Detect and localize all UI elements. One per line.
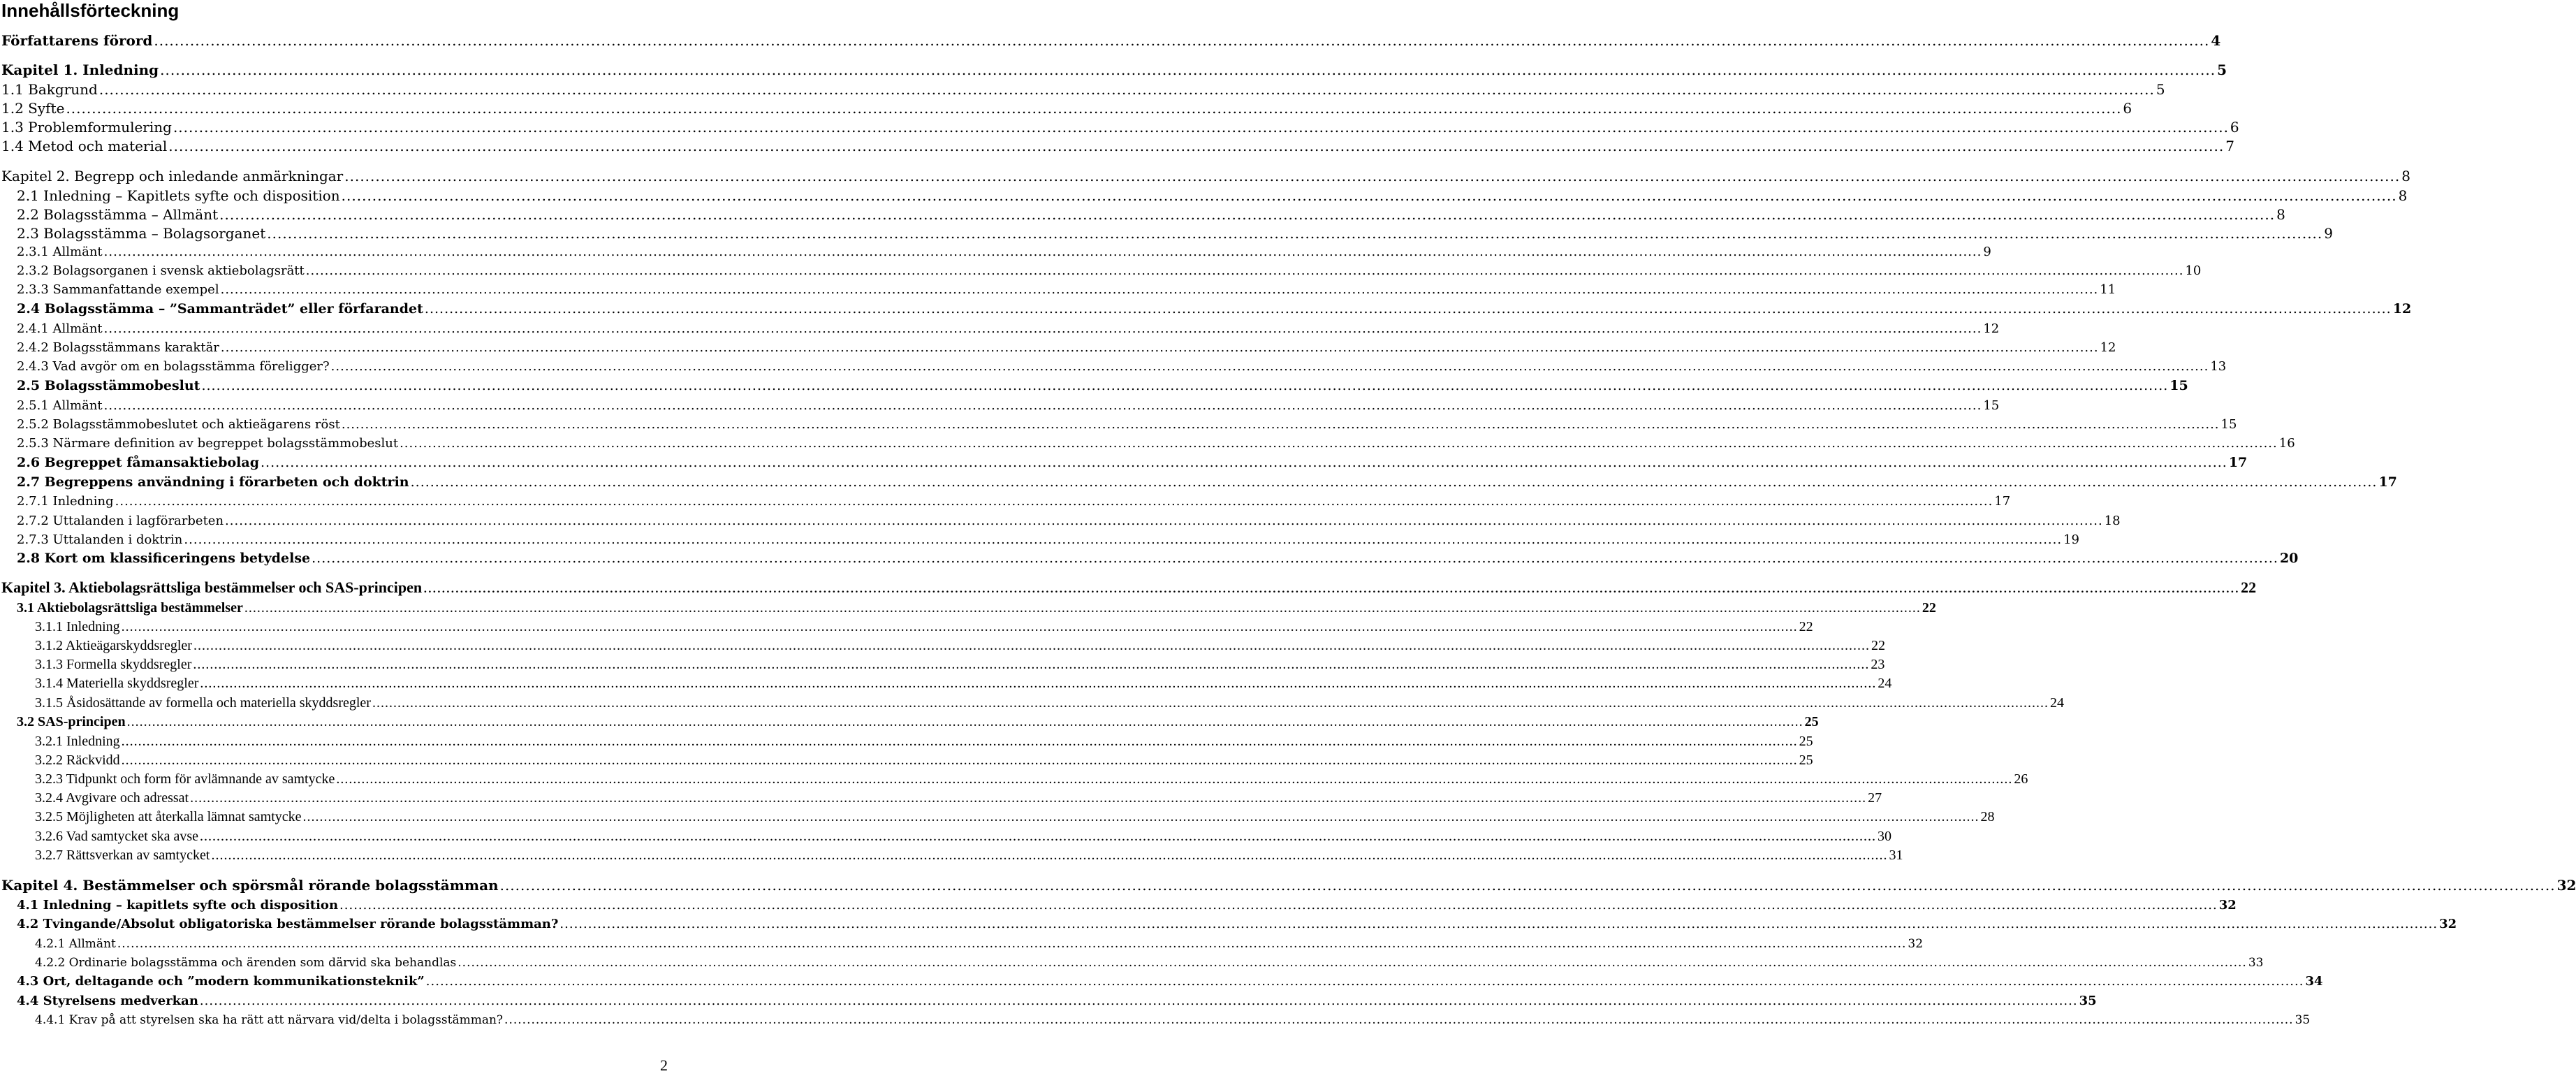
toc-entry-label: 4.4.1 Krav på att styrelsen ska ha rätt att närvara vid/delta i bolagsstämman?: [35, 1013, 504, 1027]
toc-entry-page: 28: [1980, 809, 1995, 824]
toc-entry-page: 30: [1878, 829, 1892, 844]
toc-leader-dots: ................................................................................................................................................................................................................................................................................................................................................................................................................: [117, 937, 1907, 951]
toc-entry[interactable]: [35, 808, 1995, 825]
toc-leader-dots: ................................................................................................................................................................................................................................................................................................................................................................................................................: [184, 532, 2063, 547]
toc-entry-page: 12: [2100, 340, 2116, 355]
toc-entry[interactable]: [17, 359, 2227, 375]
toc-entry[interactable]: [35, 956, 2264, 970]
toc-entry-page: 8: [2401, 168, 2410, 184]
toc-entry-label: 2.4 Bolagsstämma – ”Sammanträdet” eller förfarandet: [17, 301, 423, 317]
toc-entry[interactable]: [17, 398, 2000, 414]
toc-entry-page: 24: [1878, 676, 1892, 691]
toc-leader-dots: ................................................................................................................................................................................................................................................................................................................................................................................................................: [267, 225, 2323, 242]
toc-entry[interactable]: [17, 974, 2323, 989]
toc-leader-dots: ................................................................................................................................................................................................................................................................................................................................................................................................................: [305, 263, 2184, 278]
toc-entry-label: 3.1.1 Inledning: [35, 619, 120, 634]
toc-entry-page: 26: [2014, 771, 2028, 787]
toc-entry[interactable]: [17, 898, 2237, 913]
toc-leader-dots: ................................................................................................................................................................................................................................................................................................................................................................................................................: [312, 551, 2278, 566]
toc-entry-page: 6: [2123, 100, 2132, 117]
toc-entry-label: 2.5.2 Bolagsstämmobeslutet och aktieägarens röst: [17, 417, 340, 432]
toc-entry[interactable]: [17, 532, 2079, 548]
toc-entry-page: 8: [2276, 206, 2285, 223]
toc-entry[interactable]: [17, 514, 2121, 529]
toc-leader-dots: ................................................................................................................................................................................................................................................................................................................................................................................................................: [302, 809, 1979, 824]
toc-leader-dots: ................................................................................................................................................................................................................................................................................................................................................................................................................: [372, 695, 2049, 711]
toc-entry-label: 2.5.3 Närmare definition av begreppet bolagsstämmobeslut: [17, 436, 399, 451]
toc-leader-dots: ................................................................................................................................................................................................................................................................................................................................................................................................................: [103, 245, 1982, 259]
toc-entry[interactable]: [1, 81, 2165, 98]
toc-entry[interactable]: [1, 100, 2132, 117]
toc-entry-label: 2.2 Bolagsstämma – Allmänt: [17, 206, 219, 223]
toc-entry-label: 4.2 Tvingande/Absolut obligatoriska bestämmelser rörande bolagsstämman?: [17, 917, 559, 931]
toc-entry-page: 12: [1983, 321, 2000, 336]
toc-leader-dots: ................................................................................................................................................................................................................................................................................................................................................................................................................: [193, 657, 1870, 672]
toc-entry-page: 24: [2049, 695, 2064, 711]
toc-entry-page: 9: [1983, 245, 1991, 259]
toc-entry[interactable]: [17, 994, 2097, 1009]
toc-entry-label: 4.3 Ort, deltagande och ”modern kommunikationsteknik”: [17, 974, 425, 989]
toc-leader-dots: ................................................................................................................................................................................................................................................................................................................................................................................................................: [330, 359, 2209, 374]
toc-entry-page: 5: [2156, 81, 2165, 98]
toc-leader-dots: ................................................................................................................................................................................................................................................................................................................................................................................................................: [244, 600, 1921, 616]
toc-entry[interactable]: [35, 733, 1813, 750]
toc-leader-dots: ................................................................................................................................................................................................................................................................................................................................................................................................................: [154, 32, 2210, 49]
toc-leader-dots: ................................................................................................................................................................................................................................................................................................................................................................................................................: [121, 619, 1798, 634]
toc-entry-label: 1.2 Syfte: [1, 100, 65, 117]
toc-entry-label: 2.5.1 Allmänt: [17, 398, 103, 413]
toc-entry-label: 3.2.7 Rättsverkan av samtycket: [35, 848, 210, 863]
toc-leader-dots: ................................................................................................................................................................................................................................................................................................................................................................................................................: [424, 301, 2392, 317]
toc-leader-dots: ................................................................................................................................................................................................................................................................................................................................................................................................................: [559, 917, 2438, 931]
toc-entry-label: 1.1 Bakgrund: [1, 81, 98, 98]
toc-entry[interactable]: [17, 417, 2237, 433]
toc-entry-page: 17: [2378, 474, 2397, 490]
toc-entry-label: 3.1 Aktiebolagsrättsliga bestämmelser: [17, 600, 243, 616]
toc-entry-page: 17: [2228, 455, 2248, 470]
toc-entry-label: 4.1 Inledning – kapitlets syfte och disposition: [17, 898, 339, 913]
toc-leader-dots: ................................................................................................................................................................................................................................................................................................................................................................................................................: [458, 956, 2247, 970]
toc-entry-label: 1.3 Problemformulering: [1, 119, 172, 136]
toc-entry[interactable]: [17, 455, 2248, 471]
toc-leader-dots: ................................................................................................................................................................................................................................................................................................................................................................................................................: [103, 398, 1982, 413]
toc-entry[interactable]: [17, 187, 2408, 204]
toc-entry[interactable]: [1, 877, 2576, 894]
toc-entry-page: 7: [2225, 138, 2234, 154]
toc-entry-label: 2.3.3 Sammanfattande exempel: [17, 282, 219, 297]
toc-leader-dots: ................................................................................................................................................................................................................................................................................................................................................................................................................: [410, 474, 2378, 490]
toc-entry-label: 2.1 Inledning – Kapitlets syfte och disposition: [17, 187, 340, 204]
toc-entry-label: 2.3.2 Bolagsorganen i svensk aktiebolagsrätt: [17, 263, 305, 278]
toc-leader-dots: ................................................................................................................................................................................................................................................................................................................................................................................................................: [190, 790, 1867, 806]
toc-entry[interactable]: [1, 119, 2239, 136]
toc-entry-page: 15: [2169, 378, 2188, 393]
toc-entry-page: 31: [1889, 848, 1903, 863]
toc-entry[interactable]: [35, 752, 1813, 769]
toc-entry-page: 25: [1804, 714, 1819, 729]
toc-entry-page: 22: [1799, 619, 1813, 634]
toc-entry-page: 22: [1871, 638, 1885, 653]
toc-entry-label: 3.2.2 Räckvidd: [35, 753, 120, 768]
toc-entry-label: Författarens förord: [1, 32, 153, 49]
toc-leader-dots: ................................................................................................................................................................................................................................................................................................................................................................................................................: [173, 119, 2229, 136]
toc-leader-dots: ................................................................................................................................................................................................................................................................................................................................................................................................................: [168, 138, 2225, 154]
toc-leader-dots: ................................................................................................................................................................................................................................................................................................................................................................................................................: [400, 436, 2278, 451]
toc-entry-page: 12: [2392, 301, 2412, 317]
toc-leader-dots: ................................................................................................................................................................................................................................................................................................................................................................................................................: [199, 994, 2078, 1008]
toc-entry[interactable]: [17, 551, 2299, 567]
toc-leader-dots: ................................................................................................................................................................................................................................................................................................................................................................................................................: [336, 771, 2013, 787]
toc-entry[interactable]: [35, 847, 1903, 864]
toc-entry-page: 22: [2241, 579, 2257, 596]
toc-leader-dots: ................................................................................................................................................................................................................................................................................................................................................................................................................: [98, 81, 2155, 98]
toc-entry[interactable]: [1, 138, 2234, 154]
toc-entry-page: 15: [2220, 417, 2237, 432]
toc-entry[interactable]: [1, 168, 2410, 184]
toc-entry[interactable]: [1, 579, 2257, 597]
toc-leader-dots: ................................................................................................................................................................................................................................................................................................................................................................................................................: [200, 829, 1877, 844]
toc-entry-page: 8: [2398, 187, 2408, 204]
toc-entry[interactable]: [17, 917, 2457, 932]
toc-entry-label: 2.4.2 Bolagsstämmans karaktär: [17, 340, 219, 355]
toc-entry-label: 3.2 SAS-principen: [17, 714, 126, 729]
toc-entry-page: 20: [2279, 551, 2299, 566]
toc-entry-label: 3.2.5 Möjligheten att återkalla lämnat samtycke: [35, 809, 302, 824]
toc-leader-dots: ................................................................................................................................................................................................................................................................................................................................................................................................................: [121, 753, 1798, 768]
toc-title: Innehållsförteckning: [1, 0, 180, 21]
toc-entry[interactable]: [35, 828, 1892, 845]
toc-entry-label: 2.7.2 Uttalanden i lagförarbeten: [17, 514, 224, 528]
toc-entry-label: 3.2.4 Avgivare och adressat: [35, 790, 189, 806]
toc-leader-dots: ................................................................................................................................................................................................................................................................................................................................................................................................................: [121, 734, 1798, 749]
toc-leader-dots: ................................................................................................................................................................................................................................................................................................................................................................................................................: [66, 100, 2122, 117]
toc-entry-page: 25: [1799, 753, 1813, 768]
toc-entry-label: Kapitel 3. Aktiebolagsrättsliga bestämmelser och SAS-principen: [1, 579, 423, 596]
toc-entry[interactable]: [17, 301, 2412, 317]
toc-leader-dots: ................................................................................................................................................................................................................................................................................................................................................................................................................: [115, 494, 1993, 509]
toc-entry-label: 2.6 Begreppet fåmansaktiebolag: [17, 455, 259, 470]
toc-leader-dots: ................................................................................................................................................................................................................................................................................................................................................................................................................: [103, 321, 1982, 336]
toc-entry-label: Kapitel 4. Bestämmelser och spörsmål rörande bolagsstämman: [1, 877, 499, 894]
toc-leader-dots: ................................................................................................................................................................................................................................................................................................................................................................................................................: [423, 579, 2240, 596]
toc-entry[interactable]: [35, 790, 1882, 806]
toc-entry-label: 2.8 Kort om klassificeringens betydelse: [17, 551, 311, 566]
toc-entry[interactable]: [17, 321, 2000, 337]
toc-entry-page: 6: [2230, 119, 2239, 136]
toc-entry[interactable]: [17, 245, 1991, 260]
toc-leader-dots: ................................................................................................................................................................................................................................................................................................................................................................................................................: [341, 417, 2220, 432]
toc-entry-page: 32: [2556, 877, 2576, 894]
toc-leader-dots: ................................................................................................................................................................................................................................................................................................................................................................................................................: [193, 638, 1870, 653]
toc-entry-label: 3.2.3 Tidpunkt och form för avlämnande av samtycke: [35, 771, 335, 787]
toc-entry-label: Kapitel 1. Inledning: [1, 61, 159, 78]
toc-entry-page: 19: [2063, 532, 2079, 547]
toc-entry[interactable]: [35, 675, 1892, 692]
toc-entry-page: 35: [2295, 1013, 2311, 1027]
toc-entry-page: 18: [2104, 514, 2121, 528]
toc-leader-dots: ................................................................................................................................................................................................................................................................................................................................................................................................................: [344, 168, 2401, 184]
toc-entry[interactable]: [35, 618, 1813, 635]
toc-entry[interactable]: [1, 32, 2221, 49]
toc-entry-label: 2.4.1 Allmänt: [17, 321, 103, 336]
toc-entry-page: 10: [2185, 263, 2202, 278]
toc-leader-dots: ................................................................................................................................................................................................................................................................................................................................................................................................................: [499, 877, 2556, 894]
toc-entry[interactable]: [35, 637, 1885, 654]
toc-leader-dots: ................................................................................................................................................................................................................................................................................................................................................................................................................: [220, 282, 2099, 297]
toc-entry-label: 3.2.6 Vad samtycket ska avse: [35, 829, 199, 844]
toc-entry-page: 22: [1922, 600, 1936, 616]
toc-entry[interactable]: [35, 937, 1924, 951]
toc-entry-label: 2.5 Bolagsstämmobeslut: [17, 378, 200, 393]
toc-entry[interactable]: [35, 1013, 2311, 1027]
toc-entry-page: 33: [2248, 956, 2264, 970]
toc-entry-label: 2.3.1 Allmänt: [17, 245, 103, 259]
toc-entry-label: 3.1.4 Materiella skyddsregler: [35, 676, 199, 691]
toc-entry-page: 11: [2100, 282, 2116, 297]
toc-entry-page: 17: [1994, 494, 2011, 509]
toc-leader-dots: ................................................................................................................................................................................................................................................................................................................................................................................................................: [504, 1013, 2294, 1027]
toc-entry[interactable]: [17, 340, 2116, 356]
toc-entry-page: 9: [2324, 225, 2333, 242]
toc-entry-label: 2.7 Begreppens användning i förarbeten och doktrin: [17, 474, 409, 490]
toc-entry[interactable]: [17, 713, 1819, 730]
toc-entry-label: 3.1.2 Aktieägarskyddsregler: [35, 638, 192, 653]
toc-entry-label: 2.7.1 Inledning: [17, 494, 114, 509]
toc-entry[interactable]: [17, 436, 2295, 451]
toc-entry-page: 5: [2217, 61, 2227, 78]
toc-entry-page: 23: [1871, 657, 1885, 672]
toc-entry[interactable]: [17, 494, 2011, 509]
toc-entry-label: Kapitel 2. Begrepp och inledande anmärkningar: [1, 168, 344, 184]
toc-entry-page: 35: [2079, 994, 2097, 1008]
page-number: 2: [660, 1056, 668, 1074]
toc-entry[interactable]: [17, 225, 2333, 242]
toc-entry-page: 16: [2278, 436, 2295, 451]
toc-leader-dots: ................................................................................................................................................................................................................................................................................................................................................................................................................: [339, 898, 2218, 913]
toc-entry-page: 34: [2305, 974, 2323, 989]
toc-entry-page: 15: [1983, 398, 2000, 413]
toc-entry-page: 4: [2211, 32, 2221, 49]
toc-entry-page: 27: [1868, 790, 1882, 806]
toc-leader-dots: ................................................................................................................................................................................................................................................................................................................................................................................................................: [225, 514, 2103, 528]
toc-entry-page: 32: [2439, 917, 2457, 931]
toc-entry-label: 1.4 Metod och material: [1, 138, 168, 154]
toc-entry[interactable]: [1, 61, 2227, 78]
toc-leader-dots: ................................................................................................................................................................................................................................................................................................................................................................................................................: [211, 848, 1888, 863]
toc-entry-label: 3.1.5 Åsidosättande av formella och materiella skyddsregler: [35, 695, 371, 711]
toc-entry[interactable]: [17, 474, 2397, 490]
toc-leader-dots: ................................................................................................................................................................................................................................................................................................................................................................................................................: [126, 714, 1803, 729]
toc-entry-label: 3.1.3 Formella skyddsregler: [35, 657, 192, 672]
toc-entry[interactable]: [17, 282, 2116, 298]
toc-entry-label: 4.2.1 Allmänt: [35, 937, 116, 951]
toc-entry-page: 32: [1908, 937, 1924, 951]
toc-entry-page: 25: [1799, 734, 1813, 749]
toc-entry[interactable]: [17, 206, 2285, 223]
toc-leader-dots: ................................................................................................................................................................................................................................................................................................................................................................................................................: [341, 187, 2397, 204]
toc-entry-page: 32: [2218, 898, 2237, 913]
toc-entry[interactable]: [17, 263, 2202, 279]
toc-leader-dots: ................................................................................................................................................................................................................................................................................................................................................................................................................: [425, 974, 2304, 989]
toc-entry-label: 4.2.2 Ordinarie bolagsstämma och ärenden som därvid ska behandlas: [35, 956, 457, 970]
toc-entry-label: 2.3 Bolagsstämma – Bolagsorganet: [17, 225, 266, 242]
toc-entry[interactable]: [35, 771, 2028, 787]
toc-leader-dots: ................................................................................................................................................................................................................................................................................................................................................................................................................: [219, 206, 2276, 223]
toc-leader-dots: ................................................................................................................................................................................................................................................................................................................................................................................................................: [201, 378, 2169, 393]
toc-leader-dots: ................................................................................................................................................................................................................................................................................................................................................................................................................: [220, 340, 2099, 355]
toc-entry[interactable]: [35, 695, 2064, 711]
toc-leader-dots: ................................................................................................................................................................................................................................................................................................................................................................................................................: [261, 455, 2227, 470]
toc-entry[interactable]: [35, 656, 1885, 673]
toc-leader-dots: ................................................................................................................................................................................................................................................................................................................................................................................................................: [200, 676, 1877, 691]
toc-entry-label: 2.7.3 Uttalanden i doktrin: [17, 532, 183, 547]
toc-leader-dots: ................................................................................................................................................................................................................................................................................................................................................................................................................: [160, 61, 2216, 78]
toc-entry-label: 4.4 Styrelsens medverkan: [17, 994, 198, 1008]
toc-entry-label: 2.4.3 Vad avgör om en bolagsstämma föreligger?: [17, 359, 330, 374]
toc-entry[interactable]: [17, 599, 1936, 616]
toc-entry-page: 13: [2210, 359, 2227, 374]
toc-entry[interactable]: [17, 378, 2188, 394]
toc-entry-label: 3.2.1 Inledning: [35, 734, 120, 749]
